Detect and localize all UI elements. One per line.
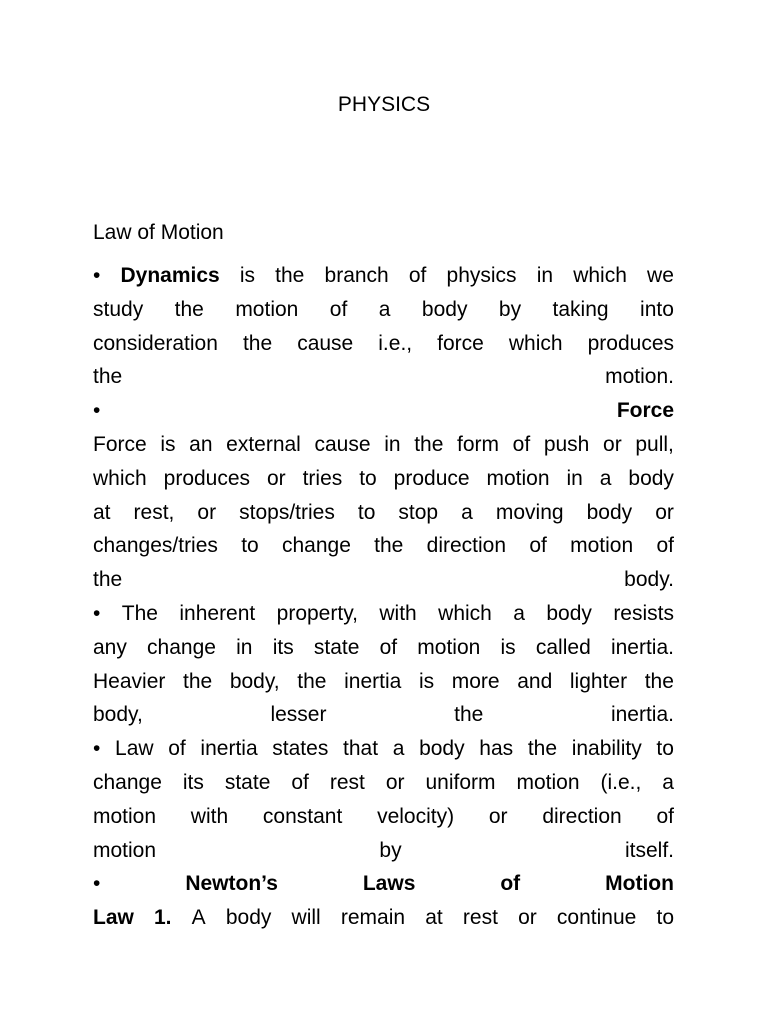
word: lighter: [569, 669, 628, 693]
text-line: [93, 327, 674, 361]
word: with: [379, 601, 417, 625]
word: (i.e.,: [600, 770, 642, 794]
word: to: [656, 906, 674, 930]
word: more: [451, 669, 500, 693]
word: motion: [93, 804, 157, 828]
word: the: [242, 331, 273, 355]
word: change: [147, 635, 216, 659]
word: motion: [417, 635, 481, 659]
word: property,: [276, 601, 358, 625]
word: is: [500, 635, 516, 659]
word: motion: [516, 770, 580, 794]
word: of: [379, 635, 398, 659]
word: motion: [486, 466, 550, 490]
word: is: [160, 432, 176, 456]
word: uniform: [425, 770, 496, 794]
word: body: [586, 500, 633, 524]
word: to: [241, 534, 259, 558]
text-line: [93, 394, 674, 428]
word: in: [566, 466, 583, 490]
word: Laws: [362, 872, 416, 896]
word: direction: [426, 534, 507, 558]
word: the: [297, 669, 327, 693]
word: the: [275, 264, 305, 287]
word: by: [498, 297, 522, 321]
text-line: [93, 665, 674, 699]
text-line: [93, 867, 674, 901]
word: or: [488, 804, 508, 828]
text-line: [93, 732, 674, 766]
word: consideration: [93, 331, 218, 355]
word: has: [479, 737, 514, 761]
word: remain: [340, 906, 406, 930]
word: rest: [329, 770, 365, 794]
text-line: [93, 496, 674, 530]
word: produces: [587, 331, 674, 355]
word: tries: [302, 466, 343, 490]
text-line: [93, 698, 674, 732]
word: stop: [398, 500, 439, 524]
word: or: [385, 770, 405, 794]
word: any: [93, 635, 127, 659]
text-line: [93, 293, 674, 327]
word: A: [191, 906, 206, 930]
word: physics: [446, 264, 517, 287]
word: of: [529, 534, 547, 558]
word: by: [379, 838, 402, 862]
bullet: •: [93, 872, 101, 896]
word: change: [281, 534, 351, 558]
word: produces: [163, 466, 251, 490]
word: will: [291, 906, 321, 930]
word: Newton’s: [185, 872, 278, 896]
word: of: [168, 737, 186, 761]
text-line: [93, 360, 674, 394]
word: in: [536, 264, 554, 287]
word: body,: [229, 669, 280, 693]
word: that: [343, 737, 379, 761]
word: which: [508, 331, 563, 355]
word: Heavier: [93, 669, 166, 693]
word: of: [329, 297, 348, 321]
word: Force: [93, 432, 147, 456]
word: body: [628, 466, 674, 490]
word: body: [419, 737, 465, 761]
word: produce: [393, 466, 470, 490]
word: of: [656, 534, 674, 558]
word: inability: [571, 737, 642, 761]
word: of: [408, 264, 427, 287]
word: and: [517, 669, 553, 693]
word: a: [513, 601, 525, 625]
word: the: [644, 669, 674, 693]
word: the: [527, 737, 558, 761]
word: velocity): [377, 804, 455, 828]
word: its: [272, 635, 294, 659]
word: a: [461, 500, 473, 524]
word: 1.: [154, 906, 172, 930]
word: into: [640, 297, 674, 321]
word: or: [518, 906, 537, 930]
word: motion: [93, 838, 157, 862]
word: Motion: [605, 872, 674, 896]
word: a: [392, 737, 405, 761]
word: states: [272, 737, 329, 761]
word: a: [599, 466, 612, 490]
word: itself.: [624, 838, 674, 862]
word: pull,: [635, 432, 674, 456]
word: changes/tries: [93, 534, 218, 558]
word: the: [374, 534, 404, 558]
word: to: [359, 466, 377, 490]
bullet: •: [93, 399, 101, 423]
text-line: [93, 529, 674, 563]
word: direction: [542, 804, 622, 828]
word: form: [457, 432, 500, 456]
text-line: [93, 631, 674, 665]
text-line: [93, 428, 674, 462]
word: its: [182, 770, 204, 794]
word: of: [500, 872, 521, 896]
word: of: [656, 804, 674, 828]
word: taking: [552, 297, 609, 321]
word: state: [313, 635, 360, 659]
word: change: [93, 770, 162, 794]
word: study: [93, 297, 144, 321]
word: called: [535, 635, 591, 659]
word: resists: [613, 601, 674, 625]
word: force: [437, 331, 484, 355]
word: body,: [93, 703, 143, 727]
word: body: [421, 297, 468, 321]
text-line: [93, 563, 674, 597]
word: to: [656, 737, 674, 761]
word: or: [197, 500, 217, 524]
word: external: [226, 432, 301, 456]
text-line: [93, 834, 674, 868]
word: motion: [235, 297, 299, 321]
text-line: [93, 597, 674, 631]
word: in: [236, 635, 253, 659]
word: the: [454, 703, 484, 727]
word: the: [183, 669, 213, 693]
word: of: [291, 770, 309, 794]
word: cause: [314, 432, 371, 456]
word: the: [93, 568, 123, 592]
word: the: [93, 365, 123, 389]
word: constant: [262, 804, 343, 828]
word: motion: [570, 534, 634, 558]
word: continue: [556, 906, 637, 930]
word: with: [190, 804, 229, 828]
word: which: [438, 601, 492, 625]
text-line: [93, 462, 674, 496]
word: branch: [324, 264, 389, 287]
word: moving: [495, 500, 564, 524]
word: is: [418, 669, 435, 693]
word: The: [121, 601, 158, 625]
word: push: [543, 432, 590, 456]
word: inherent: [179, 601, 256, 625]
section-heading: Law of Motion: [93, 221, 224, 244]
word: Law: [93, 906, 134, 930]
text-line: [93, 901, 674, 935]
page-title: PHYSICS: [337, 93, 431, 116]
word: motion.: [605, 365, 674, 389]
word: the: [174, 297, 204, 321]
word: to: [357, 500, 376, 524]
word: body: [225, 906, 272, 930]
text-line: [93, 766, 674, 800]
bullet: •: [93, 264, 101, 287]
word: a: [378, 297, 391, 321]
word: rest,: [133, 500, 175, 524]
text-line: [93, 259, 674, 293]
word: which: [93, 466, 147, 490]
word: we: [647, 264, 674, 287]
paragraph-lines: [93, 259, 674, 935]
word: stops/tries: [239, 500, 335, 524]
word: inertia: [344, 669, 402, 693]
word: Force: [616, 399, 674, 423]
word: inertia.: [610, 635, 674, 659]
word: state: [224, 770, 271, 794]
word: i.e.,: [378, 331, 413, 355]
word: Dynamics: [120, 264, 220, 287]
word: of: [512, 432, 531, 456]
word: or: [266, 466, 286, 490]
word: cause: [297, 331, 354, 355]
word: a: [662, 770, 674, 794]
text-line: [93, 800, 674, 834]
word: or: [603, 432, 622, 456]
word: in: [384, 432, 401, 456]
word: the: [414, 432, 444, 456]
word: is: [239, 264, 256, 287]
word: rest: [462, 906, 498, 930]
word: at: [425, 906, 443, 930]
document-body: [93, 216, 674, 935]
word: inertia: [200, 737, 258, 761]
word: lesser: [270, 703, 327, 727]
bullet: •: [93, 737, 101, 761]
bullet: •: [93, 601, 101, 625]
word: or: [655, 500, 674, 524]
word: an: [189, 432, 213, 456]
word: at: [93, 500, 111, 524]
word: body.: [624, 568, 674, 592]
word: body: [546, 601, 592, 625]
word: which: [573, 264, 627, 287]
word: Law: [115, 737, 154, 761]
word: inertia.: [610, 703, 674, 727]
